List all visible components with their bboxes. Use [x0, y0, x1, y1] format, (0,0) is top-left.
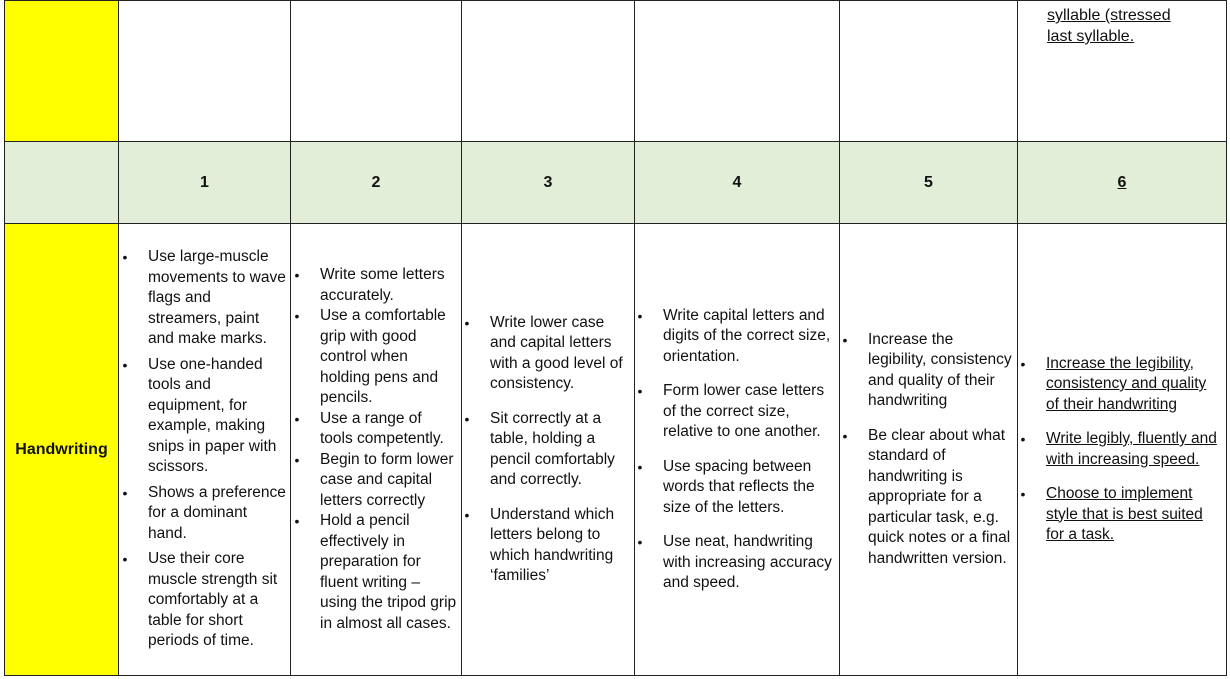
col-5-list	[840, 330, 1017, 570]
list-item: • Use one-handed tools and equipment, for example, making snips in paper with scissors.	[148, 355, 286, 478]
header-col-6-label: 6	[1117, 173, 1127, 191]
list-item-text: Write legibly, fluently and with increasing speed.	[1046, 430, 1217, 468]
top-cell-5	[840, 1, 1018, 142]
list-item: • Use their core muscle strength sit comfortably at a table for short periods of time.	[148, 549, 286, 652]
list-item: • Use a comfortable grip with good control when holding pens and pencils.	[320, 306, 457, 409]
top-cell-3	[462, 1, 635, 142]
list-item-text: Choose to implement style that is best suited for a task.	[1046, 485, 1203, 543]
col-5-cell	[840, 224, 1018, 676]
top-note-line-1: syllable (stressed	[1047, 7, 1171, 24]
list-item: • Sit correctly at a table, holding a pencil comfortably and correctly.	[490, 409, 630, 491]
col-4-cell	[635, 224, 840, 676]
top-cell-6	[1018, 1, 1227, 142]
list-item	[1046, 429, 1222, 470]
table-row-header	[5, 142, 1227, 224]
list-item: • Write capital letters and digits of the correct size, orientation.	[663, 306, 835, 368]
list-item: • Begin to form lower case and capital letters correctly	[320, 450, 457, 512]
top-cell-1	[119, 1, 291, 142]
col-6-list	[1018, 354, 1226, 546]
top-cell-4	[635, 1, 840, 142]
header-col-3	[462, 142, 635, 224]
header-col-1	[119, 142, 291, 224]
list-item: • Use a range of tools competently.	[320, 409, 457, 450]
list-item	[1046, 354, 1222, 416]
list-item: • Shows a preference for a dominant hand.	[148, 483, 286, 545]
table-row-handwriting	[5, 224, 1227, 676]
row-label-handwriting: Handwriting	[5, 224, 119, 676]
header-col-5-label: 5	[924, 173, 933, 191]
col-4-list	[635, 306, 839, 594]
col-2-list	[291, 265, 461, 634]
list-item-text: Increase the legibility, consistency and quality of their handwriting	[1046, 354, 1207, 413]
header-empty-cell	[5, 142, 119, 224]
list-item: • Increase the legibility, consistency and quality of their handwriting	[868, 330, 1013, 412]
list-item	[1046, 484, 1222, 546]
header-col-4-label: 4	[732, 173, 742, 191]
col-6-cell	[1018, 224, 1227, 676]
list-item: • Write lower case and capital letters with a good level of consistency.	[490, 313, 630, 395]
header-col-5	[840, 142, 1018, 224]
header-col-3-label: 3	[543, 173, 553, 191]
list-item: • Hold a pencil effectively in preparation for fluent writing – using the tripod grip in almost all cases.	[320, 511, 457, 634]
col-1-list	[119, 247, 290, 652]
header-col-2	[291, 142, 462, 224]
list-item: • Use spacing between words that reflects the size of the letters.	[663, 457, 835, 519]
list-item: • Be clear about what standard of handwriting is appropriate for a particular task, e.g. quick notes or a final handwritten version.	[868, 426, 1013, 570]
col-3-cell	[462, 224, 635, 676]
col-1-cell	[119, 224, 291, 676]
list-item: • Understand which letters belong to which handwriting ‘families’	[490, 505, 630, 587]
header-col-6	[1018, 142, 1227, 224]
list-item: • Use neat, handwriting with increasing accuracy and speed.	[663, 532, 835, 594]
header-col-1-label: 1	[200, 173, 209, 191]
top-cell-2	[291, 1, 462, 142]
top-note-line-2: last syllable.	[1047, 28, 1135, 45]
curriculum-table	[4, 0, 1227, 676]
col-3-list	[462, 313, 634, 587]
list-item: • Form lower case letters of the correct size, relative to one another.	[663, 381, 835, 443]
list-item: • Use large-muscle movements to wave flags and streamers, paint and make marks.	[148, 247, 286, 350]
header-col-2-label: 2	[371, 173, 381, 191]
label-cell-top	[5, 1, 119, 142]
table-row-top	[5, 1, 1227, 142]
col-2-cell	[291, 224, 462, 676]
list-item: • Write some letters accurately.	[320, 265, 457, 306]
header-col-4	[635, 142, 840, 224]
